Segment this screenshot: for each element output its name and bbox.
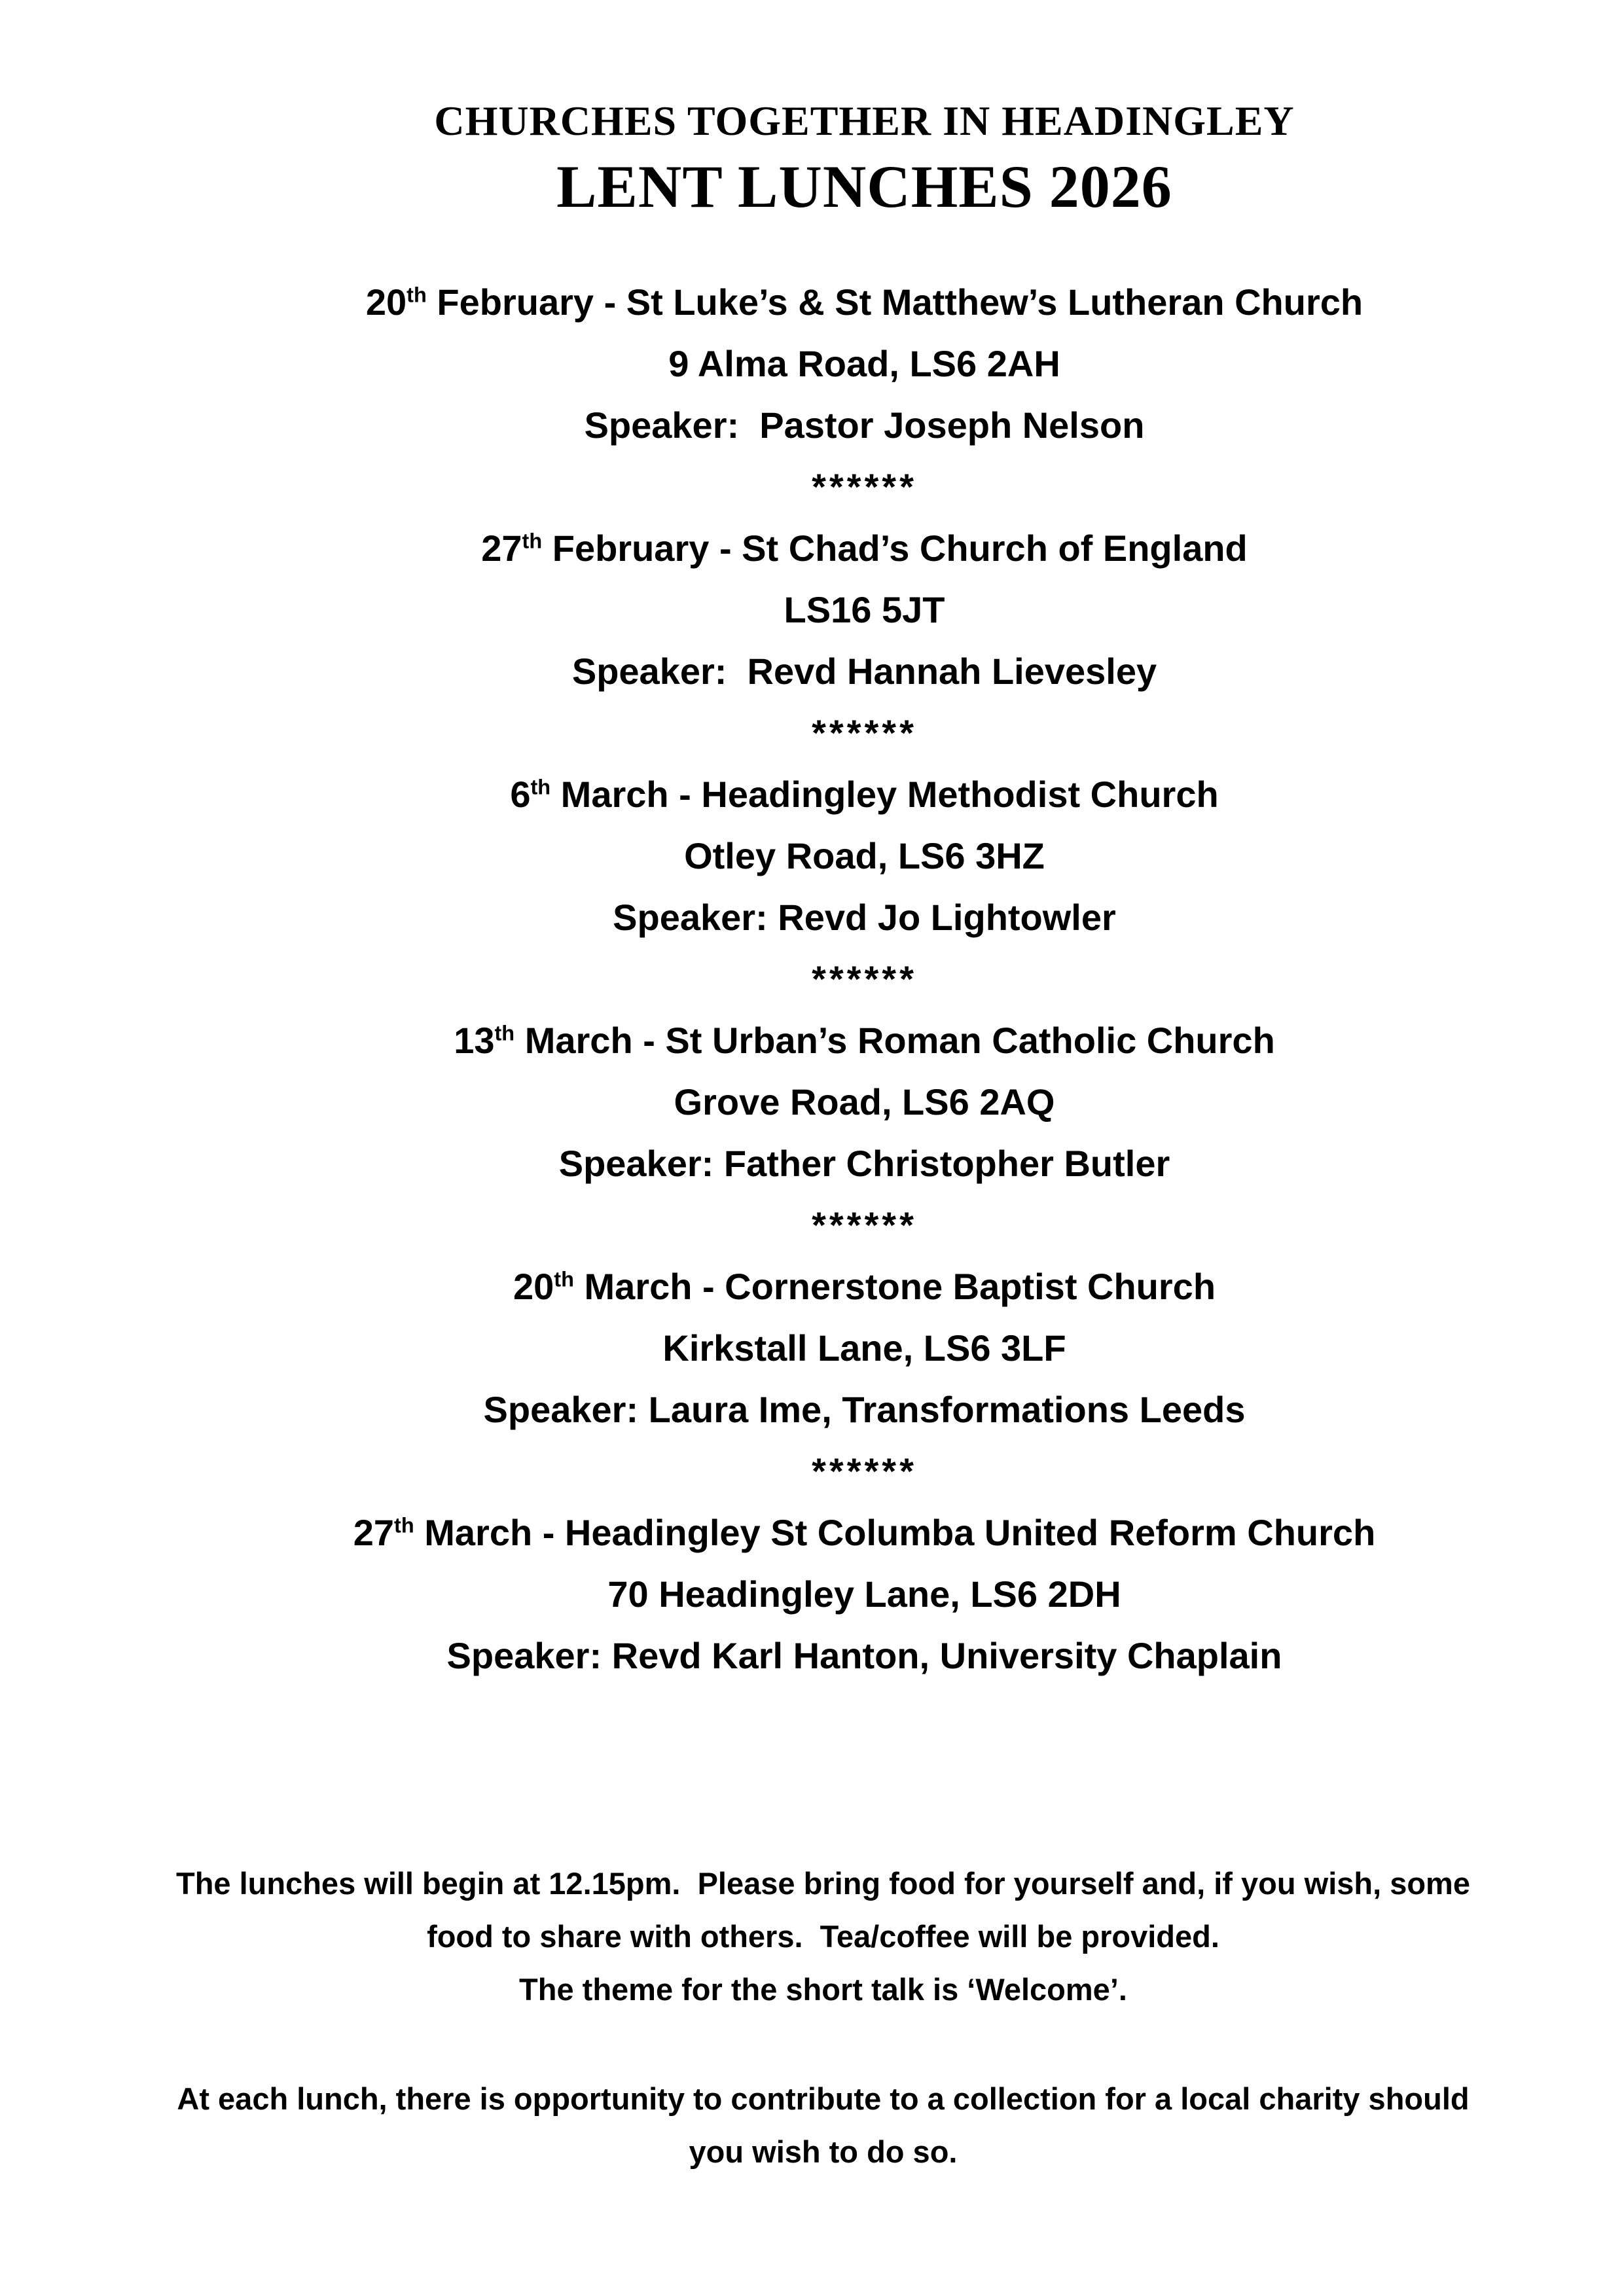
separator: ****** <box>812 466 917 507</box>
footer-notes <box>0 1857 1624 2178</box>
event-title-text: March - St Urban’s Roman Catholic Church <box>514 1020 1275 1061</box>
event-address: Grove Road, LS6 2AQ <box>674 1081 1055 1122</box>
event-speaker: Speaker: Revd Karl Hanton, University Chaplain <box>446 1635 1282 1676</box>
event-date <box>105 1256 1624 1318</box>
event-title-text: March - Headingley Methodist Church <box>550 774 1219 815</box>
event-day: 20 <box>365 281 407 323</box>
ordinal-suffix: th <box>394 1513 414 1537</box>
event-date <box>105 764 1624 825</box>
event-item <box>105 1010 1624 1256</box>
event-date <box>105 272 1624 333</box>
events-list <box>0 272 1624 1687</box>
paragraph-gap <box>22 2016 1624 2072</box>
separator: ****** <box>812 712 917 753</box>
event-day: 6 <box>510 774 531 815</box>
event-speaker: Speaker: Pastor Joseph Nelson <box>584 404 1145 446</box>
separator: ****** <box>812 1204 917 1246</box>
event-item <box>105 1256 1624 1502</box>
separator: ****** <box>812 958 917 999</box>
ordinal-suffix: th <box>494 1021 515 1045</box>
ordinal-suffix: th <box>406 283 427 307</box>
event-speaker: Speaker: Revd Jo Lightowler <box>613 897 1116 938</box>
ordinal-suffix: th <box>554 1267 574 1291</box>
event-title-text: February - St Luke’s & St Matthew’s Lutheran Church <box>426 281 1363 323</box>
note-lunch-info-line2: food to share with others. Tea/coffee will be provided. <box>427 1919 1219 1954</box>
event-address: Kirkstall Lane, LS6 3LF <box>662 1327 1066 1369</box>
ordinal-suffix: th <box>522 529 543 553</box>
event-day: 13 <box>454 1020 495 1061</box>
event-item <box>105 764 1624 1010</box>
title-block <box>0 0 1624 223</box>
event-address: LS16 5JT <box>784 589 945 630</box>
note-charity-line2: you wish to do so. <box>689 2134 958 2169</box>
note-lunch-info-line1: The lunches will begin at 12.15pm. Please bring food for yourself and, if you wish, some <box>175 1866 1470 1901</box>
event-speaker: Speaker: Revd Hannah Lievesley <box>571 651 1157 692</box>
event-item <box>105 272 1624 518</box>
event-address: 70 Headingley Lane, LS6 2DH <box>607 1573 1121 1615</box>
ordinal-suffix: th <box>530 775 551 799</box>
event-item <box>105 518 1624 764</box>
event-date <box>105 1010 1624 1071</box>
event-date <box>105 518 1624 579</box>
event-address: Otley Road, LS6 3HZ <box>684 835 1045 876</box>
note-theme: The theme for the short talk is ‘Welcome’. <box>519 1972 1127 2007</box>
event-day: 27 <box>481 528 522 569</box>
event-item <box>105 1502 1624 1687</box>
event-day: 27 <box>353 1512 395 1553</box>
separator: ****** <box>812 1450 917 1492</box>
event-address: 9 Alma Road, LS6 2AH <box>668 343 1060 384</box>
org-title: CHURCHES TOGETHER IN HEADINGLEY <box>434 98 1295 144</box>
event-date <box>105 1502 1624 1564</box>
event-speaker: Speaker: Father Christopher Butler <box>558 1143 1170 1184</box>
event-day: 20 <box>513 1266 554 1307</box>
page-title: LENT LUNCHES 2026 <box>556 153 1172 220</box>
event-title-text: March - Cornerstone Baptist Church <box>573 1266 1216 1307</box>
note-charity-line1: At each lunch, there is opportunity to contribute to a collection for a local charity should <box>177 2081 1470 2116</box>
event-speaker: Speaker: Laura Ime, Transformations Leeds <box>483 1389 1246 1430</box>
event-title-text: February - St Chad’s Church of England <box>542 528 1248 569</box>
event-title-text: March - Headingley St Columba United Reform Church <box>414 1512 1376 1553</box>
